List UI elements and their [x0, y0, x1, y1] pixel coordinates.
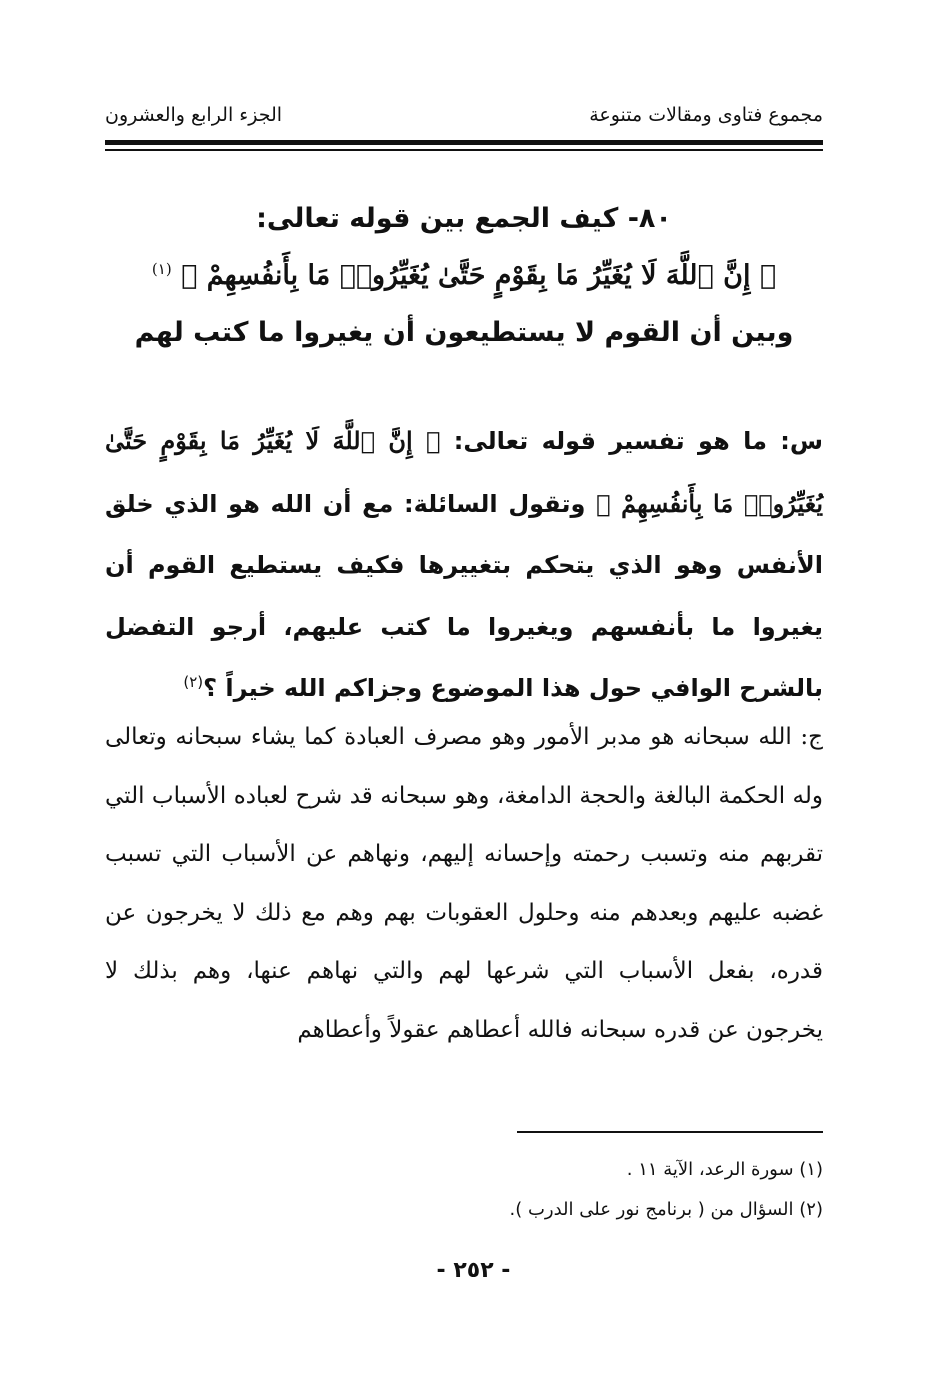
question-body: وتقول السائلة: مع أن الله هو الذي خلق الأنفس وهو الذي يتحكم بتغييرها فكيف يستطيع القوم أن يغيروا ما بأنفسهم ويغيروا ما كتب عليهم، أرجو التفضل بالشرح الوافي حول هذا الموضوع وجزاكم الله خيراً ؟	[105, 489, 823, 702]
heading-verse-footnote-ref: (١)	[151, 260, 172, 278]
running-header	[105, 100, 823, 136]
answer-paragraph: ج: الله سبحانه هو مدبر الأمور وهو مصرف العبادة كما يشاء سبحانه وتعالى وله الحكمة البالغة والحجة الدامغة، وهو سبحانه قد شرح لعباده الأسباب التي تقربهم منه وتسبب رحمته وإحسانه إليهم، ونهاهم عن الأسباب التي تسبب غضبه عليهم وبعدهم منه وحلول العقوبات بهم وهم مع ذلك لا يخرجون عن قدره، بفعل الأسباب التي شرعها لهم والتي نهاهم عنها، وهم بذلك لا يخرجون عن قدره سبحانه فالله أعطاهم عقولاً وأعطاهم	[105, 724, 823, 1043]
heading-line-3: وبين أن القوم لا يستطيعون أن يغيروا ما كتب لهم	[134, 317, 794, 348]
fatwa-heading	[105, 190, 823, 361]
question-verse: ﴿ إِنَّ ٱللَّهَ لَا يُغَيِّرُ مَا بِقَوْمٍ حَتَّىٰ يُغَيِّرُوا۟ مَا بِأَنفُسِهِمْ ﴾	[105, 426, 824, 518]
page-number: - ٢٥٢ -	[436, 1258, 511, 1283]
question-footnote-ref: (٢)	[183, 673, 204, 691]
heading-verse-text: ﴿ إِنَّ ٱللَّهَ لَا يُغَيِّرُ مَا بِقَوْمٍ حَتَّىٰ يُغَيِّرُوا۟ مَا بِأَنفُسِهِمْ ﴾	[181, 260, 777, 291]
footnote-2: (٢) السؤال من ( برنامج نور على الدرب ).	[509, 1199, 823, 1220]
header-rule-thick	[105, 140, 823, 145]
footnotes	[105, 1150, 823, 1230]
volume-label: الجزء الرابع والعشرون	[105, 104, 283, 126]
question-paragraph	[105, 410, 823, 720]
book-title: مجموع فتاوى ومقالات متنوعة	[589, 104, 823, 126]
footnote-1: (١) سورة الرعد، الآية ١١ .	[626, 1159, 823, 1180]
heading-verse	[105, 247, 823, 304]
header-rule-thin	[105, 149, 823, 151]
heading-line-1: ٨٠- كيف الجمع بين قوله تعالى:	[256, 203, 672, 234]
footnote-separator	[517, 1131, 823, 1133]
question-prefix: س: ما هو تفسير قوله تعالى:	[440, 427, 824, 455]
